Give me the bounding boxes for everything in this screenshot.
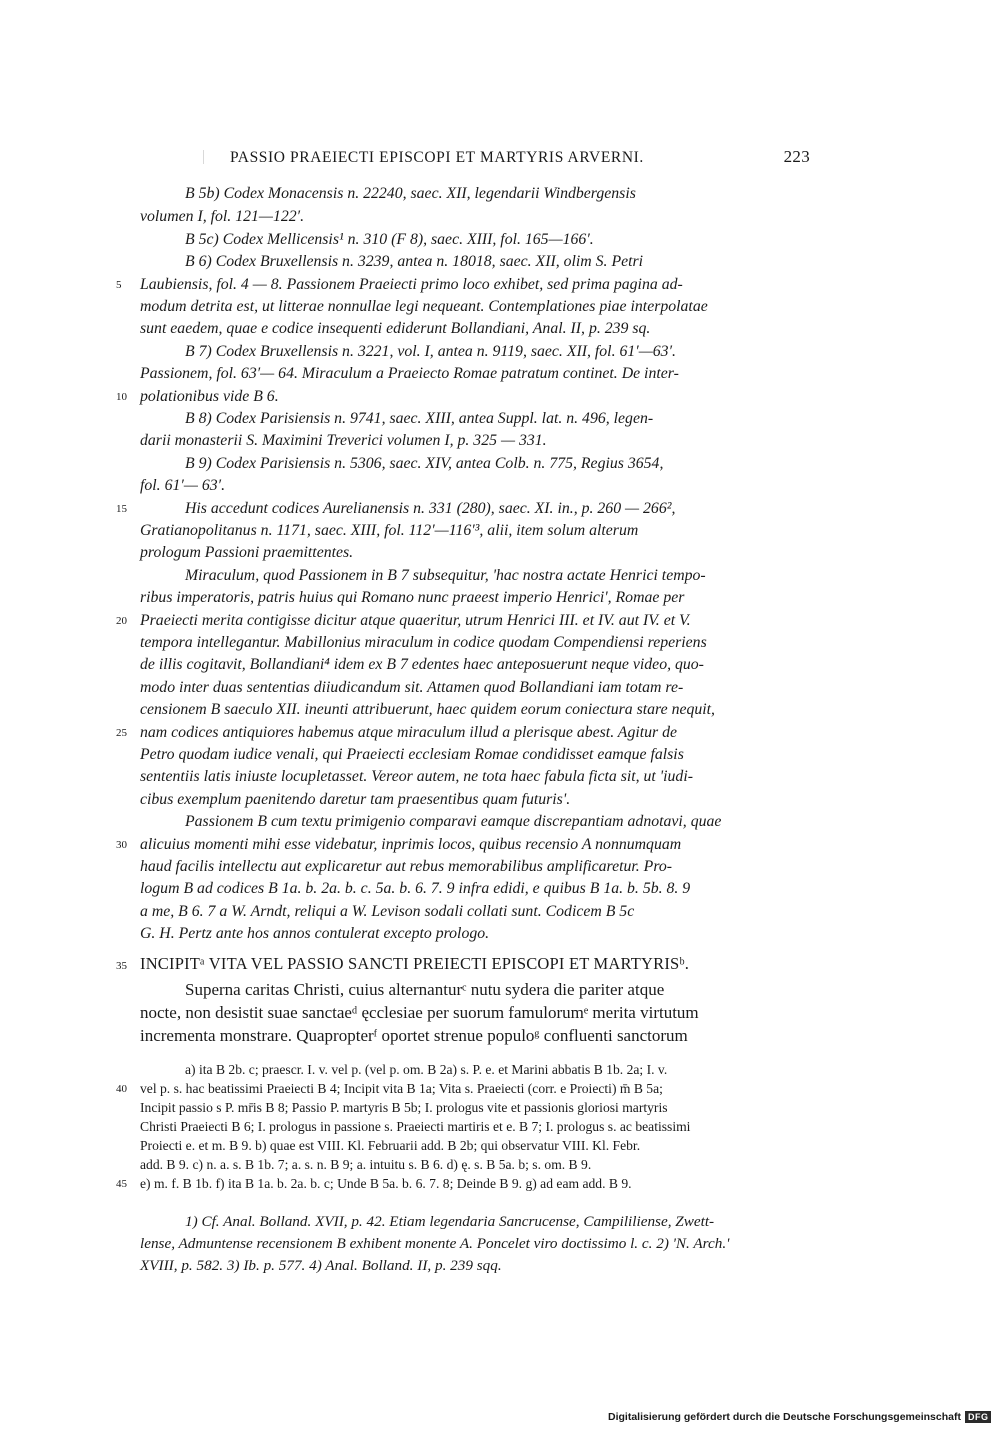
margin-rule: [203, 150, 204, 164]
page-number: 223: [783, 147, 810, 166]
text-line: alicuius momenti mihi esse videbatur, inprimis locos, quibus recensio A nonnumquam: [140, 836, 682, 853]
text-line: Passionem B cum textu primigenio comparavi eamque discrepantiam adnotavi, quae: [185, 813, 722, 830]
text-line: polationibus vide B 6.: [140, 388, 279, 405]
line-number: 35: [116, 960, 127, 972]
text-line: censionem B saeculo XII. ineunti attribuerunt, haec quidem eorum coniectura stare nequit,: [140, 701, 715, 718]
footnote-line: 1) Cf. Anal. Bolland. XVII, p. 42. Etiam legendaria Sancrucense, Campililiense, Zwett-: [185, 1213, 715, 1230]
text-line: B 5c) Codex Mellicensis¹ n. 310 (F 8), saec. XIII, fol. 165—166′.: [185, 231, 594, 248]
text-line: de illis cogitavit, Bollandiani⁴ idem ex B 7 edentes haec anteposuerunt neque video, quo-: [140, 656, 704, 673]
text-line: prologum Passioni praemittentes.: [140, 544, 354, 561]
text-line: B 6) Codex Bruxellensis n. 3239, antea n. 18018, saec. XII, olim S. Petri: [185, 253, 644, 270]
text-line: B 9) Codex Parisiensis n. 5306, saec. XIV, antea Colb. n. 775, Regius 3654,: [185, 455, 664, 472]
apparatus-line: e) m. f. B 1b. f) ita B 1a. b. 2a. b. c; Unde B 5a. b. 6. 7. 8; Deinde B 9. g) ad eam add. B 9.: [140, 1176, 632, 1191]
text-line: Petro quodam iudice venali, qui Praeiecti ecclesiam Romae condidisset eamque falsis: [140, 746, 684, 763]
text-line: Passionem, fol. 63′— 64. Miraculum a Praeiecto Romae patratum continet. De inter-: [140, 365, 679, 382]
text-line: ribus imperatoris, patris huius qui Romano nunc praeest imperio Henrici', Romae per: [140, 589, 685, 606]
line-number: 10: [116, 391, 127, 403]
dfg-logo: DFG: [965, 1411, 992, 1423]
text-line: a me, B 6. 7 a W. Arndt, reliqui a W. Levison sodali collati sunt. Codicem B 5c: [140, 903, 635, 920]
line-number: 20: [116, 615, 127, 627]
apparatus-line: Incipit passio s P. mr̄is B 8; Passio P. martyris B 5b; I. prologus vite et passionis gloriosi martyris: [140, 1100, 668, 1115]
running-title: PASSIO PRAEIECTI EPISCOPI ET MARTYRIS ARVERNI.: [230, 149, 644, 166]
footnote-line: XVIII, p. 582. 3) Ib. p. 577. 4) Anal. Bolland. II, p. 239 sqq.: [140, 1257, 502, 1274]
text-line: darii monasterii S. Maximini Treverici volumen I, p. 325 — 331.: [140, 432, 547, 449]
digitization-credit: [608, 1411, 991, 1423]
text-line: His accedunt codices Aurelianensis n. 331 (280), saec. XI. in., p. 260 — 266²,: [185, 500, 676, 517]
apparatus-line: Proiecti e. et m. B 9. b) quae est VIII. Kl. Februarii add. B 2b; qui observatur VIII. Kl. Febr.: [140, 1138, 641, 1153]
apparatus-line: vel p. s. hac beatissimi Praeiecti B 4; Incipit vita B 1a; Vita s. Praeiecti (corr. e Proiecti) m̄ B 5a;: [140, 1081, 663, 1096]
text-line: volumen I, fol. 121—122′.: [140, 208, 305, 225]
apparatus-line: add. B 9. c) n. a. s. B 1b. 7; a. s. n. B 9; a. intuitu s. B 6. d) ę. s. B 5a. b; s. om. B 9.: [140, 1157, 592, 1172]
text-line: Laubiensis, fol. 4 — 8. Passionem Praeiecti primo loco exhibet, sed prima pagina ad-: [140, 276, 683, 293]
apparatus-line: Christi Praeiecti B 6; I. prologus in passione s. Praeiecti martiris et e. B 7; I. prologus s. ac beatissimi: [140, 1119, 691, 1134]
text-line: modum detrita est, ut litterae nonnullae legi nequeant. Contemplationes piae interpolatae: [140, 298, 708, 315]
text-line: B 8) Codex Parisiensis n. 9741, saec. XIII, antea Suppl. lat. n. 496, legen-: [185, 410, 654, 427]
running-header: [230, 147, 810, 167]
text-line: sunt eaedem, quae e codice insequenti ediderunt Bollandiani, Anal. II, p. 239 sq.: [140, 320, 651, 337]
line-number: 15: [116, 503, 127, 515]
text-line: Miraculum, quod Passionem in B 7 subsequitur, 'hac nostra actate Henrici tempo-: [185, 567, 706, 584]
line-number: 5: [116, 279, 122, 291]
text-line: B 5b) Codex Monacensis n. 22240, saec. XII, legendarii Windbergensis: [185, 185, 636, 202]
text-line: cibus exemplum paenitendo daretur tam praesentibus quam futuris'.: [140, 791, 571, 808]
text-line: nocte, non desistit suae sanctaeᵈ ęcclesiae per suorum famulorumᵉ merita virtutum: [140, 1003, 699, 1022]
text-line: sententiis latis iniuste locupletasset. Vereor autem, ne tota haec fabula ficta sit, ut 'iudi-: [140, 768, 693, 785]
footnote-line: lense, Admuntense recensionem B exhibent monente A. Poncelet viro doctissimo l. c. 2) 'N. Arch.': [140, 1235, 730, 1252]
text-line: Praeiecti merita contigisse dicitur atque quaeritur, utrum Henrici III. et IV. aut IV. et V.: [140, 612, 691, 629]
incipit-heading: INCIPITᵃ VITA VEL PASSIO SANCTI PREIECTI EPISCOPI ET MARTYRISᵇ.: [140, 954, 690, 973]
credit-text: Digitalisierung gefördert durch die Deutsche Forschungsgemeinschaft: [608, 1411, 961, 1423]
line-number: 25: [116, 727, 127, 739]
line-number: 45: [116, 1178, 127, 1190]
text-line: haud facilis intellectu aut explicaretur aut rebus memorabilibus amplificaretur. Pro-: [140, 858, 673, 875]
text-line: tempora intellegantur. Mabillonius miraculum in codice quodam Compendiensi reperiens: [140, 634, 707, 651]
text-line: incrementa monstrare. Quapropterᶠ oportet strenue populoᵍ confluenti sanctorum: [140, 1026, 688, 1045]
text-line: G. H. Pertz ante hos annos contulerat excepto prologo.: [140, 925, 490, 942]
text-line: Gratianopolitanus n. 1171, saec. XIII, fol. 112′—116′³, alii, item solum alterum: [140, 522, 639, 539]
text-line: Superna caritas Christi, cuius alternanturᶜ nutu sydera die pariter atque: [185, 980, 665, 999]
line-number: 30: [116, 839, 127, 851]
apparatus-line: a) ita B 2b. c; praescr. I. v. vel p. (vel p. om. B 2a) s. P. e. et Marini abbatis B 1b. 2a; I. v.: [185, 1062, 668, 1077]
text-line: nam codices antiquiores habemus atque miraculum illud a plerisque abest. Agitur de: [140, 724, 678, 741]
line-number: 40: [116, 1083, 127, 1095]
text-line: logum B ad codices B 1a. b. 2a. b. c. 5a. b. 6. 7. 9 infra edidi, e quibus B 1a. b. 5b. 8. 9: [140, 880, 691, 897]
text-line: fol. 61′— 63′.: [140, 477, 226, 494]
text-line: modo inter duas sententias diiudicandum sit. Attamen quod Bollandiani iam totam re-: [140, 679, 684, 696]
text-line: B 7) Codex Bruxellensis n. 3221, vol. I, antea n. 9119, saec. XII, fol. 61′—63′.: [185, 343, 676, 360]
